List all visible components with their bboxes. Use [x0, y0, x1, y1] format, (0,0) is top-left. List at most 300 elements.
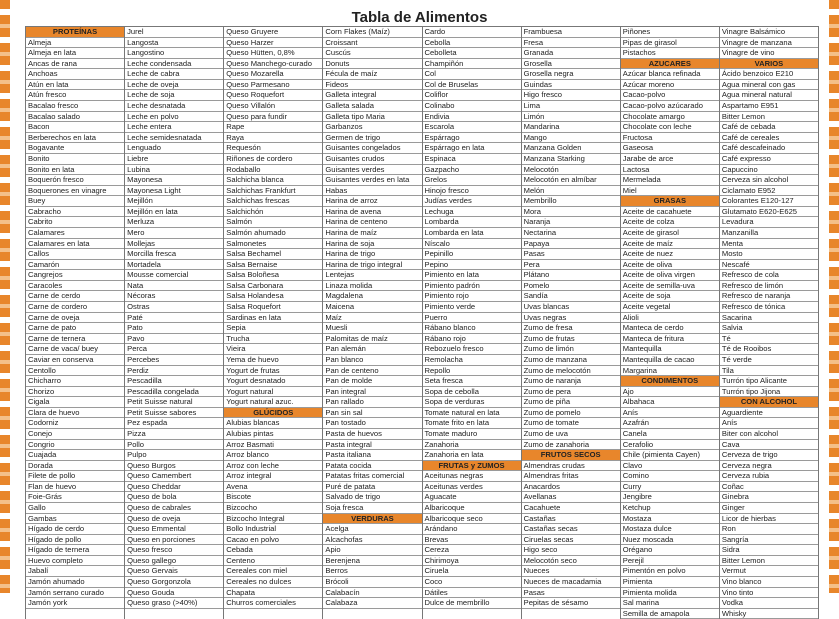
- food-item: Pan de centeno: [323, 366, 421, 377]
- food-item: Grelos: [423, 175, 521, 186]
- food-item: Atún en lata: [26, 80, 124, 91]
- food-item: Queso Parmesano: [224, 80, 322, 91]
- food-item: Salsa Roquefort: [224, 302, 322, 313]
- food-item: Levadura: [720, 217, 818, 228]
- food-item: Naranja: [522, 217, 620, 228]
- food-item: Jamón serrano curado: [26, 588, 124, 599]
- food-item: Salsa Boloñesa: [224, 270, 322, 281]
- food-item: Higo seco: [522, 545, 620, 556]
- food-item: Vino blanco: [720, 577, 818, 588]
- food-item: Limón: [522, 112, 620, 123]
- table-column: [522, 27, 621, 619]
- food-item: Zumo de frutas: [522, 334, 620, 345]
- food-item: Pan rallado: [323, 397, 421, 408]
- food-item: Zumo de piña: [522, 397, 620, 408]
- food-item: Queso Burgos: [125, 461, 223, 472]
- left-decorative-border: [0, 0, 10, 593]
- food-item: Jurel: [125, 27, 223, 38]
- food-item: Salsa Bernaise: [224, 260, 322, 271]
- food-item: Pez espada: [125, 418, 223, 429]
- food-item: Huevo completo: [26, 556, 124, 567]
- food-item: Queso Emmental: [125, 524, 223, 535]
- food-item: Caracoles: [26, 281, 124, 292]
- food-item: Lenguado: [125, 143, 223, 154]
- food-item: Queso Gervais: [125, 566, 223, 577]
- food-item: Garbanzos: [323, 122, 421, 133]
- food-item: Arroz integral: [224, 471, 322, 482]
- food-item: Ácido benzoico E210: [720, 69, 818, 80]
- food-item: Ciclamato E952: [720, 186, 818, 197]
- food-item: Merluza: [125, 217, 223, 228]
- food-item: Anchoas: [26, 69, 124, 80]
- food-item: Sandía: [522, 291, 620, 302]
- food-item: Corn Flakes (Maíz): [323, 27, 421, 38]
- food-item: Queso para fundir: [224, 112, 322, 123]
- food-item: Zumo de zanahoria: [522, 440, 620, 451]
- table-column: [323, 27, 422, 619]
- food-item: Mousse comercial: [125, 270, 223, 281]
- food-item: Mayonesa: [125, 175, 223, 186]
- food-item: Mostaza: [621, 514, 719, 525]
- food-item: Rábano blanco: [423, 323, 521, 334]
- food-item: Langosta: [125, 38, 223, 49]
- food-item: Zumo de limón: [522, 344, 620, 355]
- food-item: Anacardos: [522, 482, 620, 493]
- food-item: Calamares en lata: [26, 239, 124, 250]
- category-header: AZUCARES: [621, 59, 719, 70]
- food-item: Mantequilla de cacao: [621, 355, 719, 366]
- food-item: Flan de huevo: [26, 482, 124, 493]
- food-item: Zanahoria: [423, 440, 521, 451]
- food-item: Bitter Lemon: [720, 556, 818, 567]
- food-item: Alioli: [621, 313, 719, 324]
- food-item: Alubias pintas: [224, 429, 322, 440]
- food-item: Salvia: [720, 323, 818, 334]
- food-item: Hígado de pollo: [26, 535, 124, 546]
- food-item: Seta fresca: [423, 376, 521, 387]
- food-item: Castañas: [522, 514, 620, 525]
- food-item: Leche de soja: [125, 90, 223, 101]
- food-item: Manteca de cerdo: [621, 323, 719, 334]
- food-item: Remolacha: [423, 355, 521, 366]
- food-item: Refresco de limón: [720, 281, 818, 292]
- food-item: Salsa Carbonara: [224, 281, 322, 292]
- food-item: Brócoli: [323, 577, 421, 588]
- food-item: Riñones de cordero: [224, 154, 322, 165]
- food-item: Rodaballo: [224, 165, 322, 176]
- food-item: Sepia: [224, 323, 322, 334]
- food-item: Sardinas en lata: [224, 313, 322, 324]
- food-item: Almeja en lata: [26, 48, 124, 59]
- food-item: Lombarda en lata: [423, 228, 521, 239]
- food-item: Galleta tipo Maria: [323, 112, 421, 123]
- food-item: Guisantes crudos: [323, 154, 421, 165]
- food-item: Yogurt de frutas: [224, 366, 322, 377]
- food-item: Caviar en conserva: [26, 355, 124, 366]
- food-item: Perdiz: [125, 366, 223, 377]
- food-item: Chapata: [224, 588, 322, 599]
- food-item: Biter con alcohol: [720, 429, 818, 440]
- food-item: Guisantes verdes en lata: [323, 175, 421, 186]
- food-item: Pan de molde: [323, 376, 421, 387]
- food-item: Habas: [323, 186, 421, 197]
- food-item: Judías verdes: [423, 196, 521, 207]
- food-item: Nécoras: [125, 291, 223, 302]
- category-header: VARIOS: [720, 59, 818, 70]
- food-item: Aceite de semilla-uva: [621, 281, 719, 292]
- food-item: Jamón ahumado: [26, 577, 124, 588]
- food-item: Queso Gruyere: [224, 27, 322, 38]
- food-item: Harina de trigo integral: [323, 260, 421, 271]
- food-item: Harina de soja: [323, 239, 421, 250]
- food-item: Camarón: [26, 260, 124, 271]
- food-item: Azúcar blanca refinada: [621, 69, 719, 80]
- food-item: Champiñón: [423, 59, 521, 70]
- food-item: Arándano: [423, 524, 521, 535]
- food-item: Cava: [720, 440, 818, 451]
- food-item: Pavo: [125, 334, 223, 345]
- food-item: Buey: [26, 196, 124, 207]
- food-item: Puré de patata: [323, 482, 421, 493]
- food-item: Germen de trigo: [323, 133, 421, 144]
- food-item: Cerveza rubia: [720, 471, 818, 482]
- food-item: Lentejas: [323, 270, 421, 281]
- food-item: Ajo: [621, 387, 719, 398]
- food-item: Mortadela: [125, 260, 223, 271]
- category-header: CON ALCOHOL: [720, 397, 818, 408]
- food-item: Arroz con leche: [224, 461, 322, 472]
- food-item: Mosto: [720, 249, 818, 260]
- food-item: Avena: [224, 482, 322, 493]
- food-item: Patata cocida: [323, 461, 421, 472]
- food-item: Zumo de tomate: [522, 418, 620, 429]
- food-item: Almeja: [26, 38, 124, 49]
- food-item: Salsa Bechamel: [224, 249, 322, 260]
- food-item: Nectarina: [522, 228, 620, 239]
- food-item: Calabaza: [323, 598, 421, 609]
- food-item: Conejo: [26, 429, 124, 440]
- food-item: Galleta integral: [323, 90, 421, 101]
- food-item: Manzanilla: [720, 228, 818, 239]
- table-column: [125, 27, 224, 619]
- food-item: Carne de cerdo: [26, 291, 124, 302]
- food-item: Guisantes congelados: [323, 143, 421, 154]
- food-item: Níscalo: [423, 239, 521, 250]
- food-item: Cuajada: [26, 450, 124, 461]
- food-item: Ketchup: [621, 503, 719, 514]
- food-item: Langostino: [125, 48, 223, 59]
- food-item: Petit Suisse natural: [125, 397, 223, 408]
- food-item: Castañas secas: [522, 524, 620, 535]
- food-item: Ron: [720, 524, 818, 535]
- food-item: Pan alemán: [323, 344, 421, 355]
- food-item: Tomate maduro: [423, 429, 521, 440]
- food-item: Sopa de cebolla: [423, 387, 521, 398]
- food-item: Chile (pimienta Cayen): [621, 450, 719, 461]
- food-item: Melón: [522, 186, 620, 197]
- food-item: Uvas negras: [522, 313, 620, 324]
- food-item: Pan blanco: [323, 355, 421, 366]
- food-item: Pan sin sal: [323, 408, 421, 419]
- food-item: Dorada: [26, 461, 124, 472]
- food-item: Maicena: [323, 302, 421, 313]
- food-item: Pimentón en polvo: [621, 566, 719, 577]
- food-item: Requesón: [224, 143, 322, 154]
- category-header: GLÚCIDOS: [224, 408, 322, 419]
- food-item: Zumo de manzana: [522, 355, 620, 366]
- food-item: Percebes: [125, 355, 223, 366]
- food-item: Tomate natural en lata: [423, 408, 521, 419]
- food-item: Cerafolio: [621, 440, 719, 451]
- food-item: Nueces: [522, 566, 620, 577]
- food-item: Zumo de pera: [522, 387, 620, 398]
- food-item: Dátiles: [423, 588, 521, 599]
- food-item: Membrillo: [522, 196, 620, 207]
- food-item: Cereales con miel: [224, 566, 322, 577]
- food-item: Berenjena: [323, 556, 421, 567]
- food-item: Repollo: [423, 366, 521, 377]
- food-item: Pasta de huevos: [323, 429, 421, 440]
- food-item: Frambuesa: [522, 27, 620, 38]
- food-item: Queso gallego: [125, 556, 223, 567]
- food-item: Salmonetes: [224, 239, 322, 250]
- food-item: Leche condensada: [125, 59, 223, 70]
- food-item: Albahaca: [621, 397, 719, 408]
- food-item: Bacon: [26, 122, 124, 133]
- food-item: Nueces de macadamia: [522, 577, 620, 588]
- food-item: Boquerón fresco: [26, 175, 124, 186]
- food-item: Paté: [125, 313, 223, 324]
- food-item: Pescadilla congelada: [125, 387, 223, 398]
- food-item: Bitter Lemon: [720, 112, 818, 123]
- food-item: Piñones: [621, 27, 719, 38]
- food-item: Chocolate con leche: [621, 122, 719, 133]
- food-item: Mero: [125, 228, 223, 239]
- food-item: Cerveza sin alcohol: [720, 175, 818, 186]
- food-item: Turrón tipo Jijona: [720, 387, 818, 398]
- food-item: Churros comerciales: [224, 598, 322, 609]
- food-item: Nuez moscada: [621, 535, 719, 546]
- food-item: Queso en porciones: [125, 535, 223, 546]
- food-item: Aceite de oliva virgen: [621, 270, 719, 281]
- food-item: Queso Roquefort: [224, 90, 322, 101]
- food-item: Mermelada: [621, 175, 719, 186]
- food-item: Pepinillo: [423, 249, 521, 260]
- table-column: [224, 27, 323, 619]
- food-item: Mantequilla: [621, 344, 719, 355]
- food-item: Perca: [125, 344, 223, 355]
- food-item: Yogurt natural azuc.: [224, 397, 322, 408]
- food-item: Aguardiente: [720, 408, 818, 419]
- food-item: Fresa: [522, 38, 620, 49]
- food-item: Mandarina: [522, 122, 620, 133]
- food-item: Aceitunas verdes: [423, 482, 521, 493]
- food-item: Rape: [224, 122, 322, 133]
- food-item: Queso fresco: [125, 545, 223, 556]
- food-item: Salsa Holandesa: [224, 291, 322, 302]
- food-item: Queso graso (>40%): [125, 598, 223, 609]
- food-item: Trucha: [224, 334, 322, 345]
- food-item: Jengibre: [621, 492, 719, 503]
- food-item: Tila: [720, 366, 818, 377]
- table-column: [621, 27, 720, 619]
- food-item: Queso de cabrales: [125, 503, 223, 514]
- food-item: Pimiento rojo: [423, 291, 521, 302]
- food-item: Azúcar moreno: [621, 80, 719, 91]
- food-item: Vino tinto: [720, 588, 818, 599]
- food-item: Arroz Basmati: [224, 440, 322, 451]
- food-item: Puerro: [423, 313, 521, 324]
- food-item: Pepitas de sésamo: [522, 598, 620, 609]
- food-item: Magdalena: [323, 291, 421, 302]
- food-item: Lima: [522, 101, 620, 112]
- food-item: Pasta integral: [323, 440, 421, 451]
- food-item: Nescafé: [720, 260, 818, 271]
- food-item: Almendras crudas: [522, 461, 620, 472]
- food-item: Vermut: [720, 566, 818, 577]
- food-item: Gallo: [26, 503, 124, 514]
- food-item: Morcilla fresca: [125, 249, 223, 260]
- food-item: Agua mineral natural: [720, 90, 818, 101]
- food-item: Endivia: [423, 112, 521, 123]
- food-item: Leche entera: [125, 122, 223, 133]
- food-item: Bonito: [26, 154, 124, 165]
- food-item: Boquerones en vinagre: [26, 186, 124, 197]
- food-item: Chicharro: [26, 376, 124, 387]
- food-item: Liebre: [125, 154, 223, 165]
- food-item: Refresco de naranja: [720, 291, 818, 302]
- food-item: Rábano rojo: [423, 334, 521, 345]
- food-item: Gambas: [26, 514, 124, 525]
- food-item: Leche en polvo: [125, 112, 223, 123]
- category-header: GRASAS: [621, 196, 719, 207]
- food-item: Palomitas de maíz: [323, 334, 421, 345]
- food-item: Ostras: [125, 302, 223, 313]
- food-item: Leche de oveja: [125, 80, 223, 91]
- page-title: Tabla de Alimentos: [351, 9, 488, 26]
- food-item: Chocolate amargo: [621, 112, 719, 123]
- food-item: Aceite de oliva: [621, 260, 719, 271]
- food-item: Orégano: [621, 545, 719, 556]
- food-item: Capuccino: [720, 165, 818, 176]
- food-item: Mejillón en lata: [125, 207, 223, 218]
- food-item: Callos: [26, 249, 124, 260]
- food-item: Pimiento en lata: [423, 270, 521, 281]
- food-item: Bogavante: [26, 143, 124, 154]
- food-item: Uvas blancas: [522, 302, 620, 313]
- food-item: Pollo: [125, 440, 223, 451]
- food-item: Soja fresca: [323, 503, 421, 514]
- table-column: [720, 27, 819, 619]
- food-item: Yogurt desnatado: [224, 376, 322, 387]
- food-item: Fideos: [323, 80, 421, 91]
- food-item: Sangría: [720, 535, 818, 546]
- food-item: Raya: [224, 133, 322, 144]
- food-item: Carne de cordero: [26, 302, 124, 313]
- food-item: Harina de maíz: [323, 228, 421, 239]
- food-item: Aspartamo E951: [720, 101, 818, 112]
- food-item: Aceite de soja: [621, 291, 719, 302]
- food-item: Café de cebada: [720, 122, 818, 133]
- food-item: Pulpo: [125, 450, 223, 461]
- food-item: Pipas de girasol: [621, 38, 719, 49]
- food-item: Higo fresco: [522, 90, 620, 101]
- food-item: Col: [423, 69, 521, 80]
- food-item: Queso de bola: [125, 492, 223, 503]
- food-item: Acelga: [323, 524, 421, 535]
- food-item: Atún fresco: [26, 90, 124, 101]
- food-item: Melocotón: [522, 165, 620, 176]
- food-item: Avellanas: [522, 492, 620, 503]
- food-item: Mollejas: [125, 239, 223, 250]
- food-item: Carne de ternera: [26, 334, 124, 345]
- food-item: Zanahoria en lata: [423, 450, 521, 461]
- food-item: Calamares: [26, 228, 124, 239]
- food-item: Cuscús: [323, 48, 421, 59]
- food-item: Chirimoya: [423, 556, 521, 567]
- food-item: Vinagre Balsámico: [720, 27, 818, 38]
- food-item: Hígado de cerdo: [26, 524, 124, 535]
- category-header: FRUTAS y ZUMOS: [423, 461, 521, 472]
- food-item: Croissant: [323, 38, 421, 49]
- food-item: Yema de huevo: [224, 355, 322, 366]
- food-item: Glutamato E620-E625: [720, 207, 818, 218]
- food-item: Cigala: [26, 397, 124, 408]
- food-item: Berros: [323, 566, 421, 577]
- food-item: Harina de arroz: [323, 196, 421, 207]
- food-item: Papaya: [522, 239, 620, 250]
- food-item: Vinagre de manzana: [720, 38, 818, 49]
- food-item: Ginger: [720, 503, 818, 514]
- food-item: Pimienta: [621, 577, 719, 588]
- food-item: Lombarda: [423, 217, 521, 228]
- food-item: Zumo de fresa: [522, 323, 620, 334]
- food-item: Petit Suisse sabores: [125, 408, 223, 419]
- food-item: Hígado de ternera: [26, 545, 124, 556]
- food-item: Cerveza negra: [720, 461, 818, 472]
- food-item: Queso Cheddar: [125, 482, 223, 493]
- food-item: Whisky: [720, 609, 818, 619]
- food-item: Cardo: [423, 27, 521, 38]
- food-item: Anís: [621, 408, 719, 419]
- food-item: Donuts: [323, 59, 421, 70]
- food-item: Cacahuete: [522, 503, 620, 514]
- food-item: Cereales no dulces: [224, 577, 322, 588]
- food-item: Lactosa: [621, 165, 719, 176]
- food-item: Salchicha blanca: [224, 175, 322, 186]
- food-item: Alcachofas: [323, 535, 421, 546]
- food-item: Aceite de colza: [621, 217, 719, 228]
- food-item: Hinojo fresco: [423, 186, 521, 197]
- food-item: Colorantes E120-127: [720, 196, 818, 207]
- right-decorative-border: [829, 0, 839, 593]
- food-item: Jabalí: [26, 566, 124, 577]
- food-item: Codorniz: [26, 418, 124, 429]
- food-item: Chorizo: [26, 387, 124, 398]
- food-item: Patatas fritas comercial: [323, 471, 421, 482]
- food-item: Congrio: [26, 440, 124, 451]
- food-item: Plátano: [522, 270, 620, 281]
- food-item: Jamón york: [26, 598, 124, 609]
- food-item: Aceite de cacahuete: [621, 207, 719, 218]
- food-item: Sacarina: [720, 313, 818, 324]
- food-item: Zumo de naranja: [522, 376, 620, 387]
- food-item: Grosella negra: [522, 69, 620, 80]
- food-item: Tomate frito en lata: [423, 418, 521, 429]
- food-item: Arroz blanco: [224, 450, 322, 461]
- food-item: Pimiento verde: [423, 302, 521, 313]
- food-item: Anís: [720, 418, 818, 429]
